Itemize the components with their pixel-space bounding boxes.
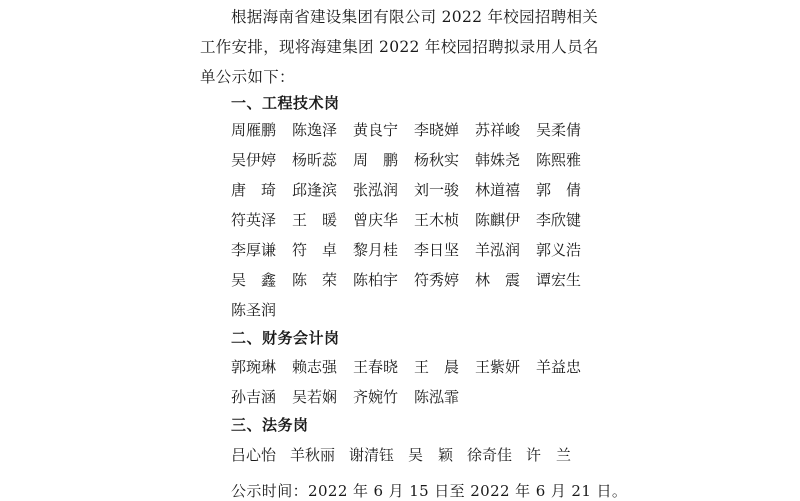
name-cell: 羊秋丽	[290, 446, 336, 464]
name-cell: 吴 鑫	[231, 271, 277, 289]
name-cell: 韩姝尧	[475, 151, 521, 169]
name-cell: 周雁鹏	[231, 121, 277, 139]
name-cell: 王紫妍	[475, 358, 521, 376]
intro-paragraph: 根据海南省建设集团有限公司 2022 年校园招聘相关工作安排，现将海建集团 2022 年校园招聘拟录用人员名单公示如下：	[200, 8, 599, 86]
name-cell: 谢清钰	[349, 446, 395, 464]
name-cell: 李日坚	[414, 241, 460, 259]
section-heading: 三、法务岗	[231, 416, 309, 434]
name-cell: 孙吉涵	[231, 388, 277, 406]
name-cell: 黄良宁	[353, 121, 399, 139]
name-cell: 陈 荣	[292, 271, 338, 289]
name-cell: 郭义浩	[536, 241, 582, 259]
name-cell: 羊泓润	[475, 241, 521, 259]
name-cell: 谭宏生	[536, 271, 582, 289]
name-cell: 赖志强	[292, 358, 338, 376]
name-cell: 许 兰	[526, 446, 572, 464]
name-cell: 符秀婷	[414, 271, 460, 289]
name-cell: 王春晓	[353, 358, 399, 376]
name-cell: 陈泓霏	[414, 388, 460, 406]
name-cell: 周 鹏	[353, 151, 399, 169]
name-cell: 符 卓	[292, 241, 338, 259]
name-cell: 吴 颖	[408, 446, 454, 464]
name-cell: 陈圣润	[231, 301, 277, 319]
name-cell: 李欣键	[536, 211, 582, 229]
name-cell: 陈麒伊	[475, 211, 521, 229]
name-cell: 吴伊婷	[231, 151, 277, 169]
name-cell: 李厚谦	[231, 241, 277, 259]
name-cell: 吴若娴	[292, 388, 338, 406]
name-cell: 林 震	[475, 271, 521, 289]
name-cell: 吴柔倩	[536, 121, 582, 139]
name-cell: 符英泽	[231, 211, 277, 229]
name-cell: 王 晨	[414, 358, 460, 376]
name-cell: 郭琬琳	[231, 358, 277, 376]
name-cell: 李晓婵	[414, 121, 460, 139]
name-cell: 林道禧	[475, 181, 521, 199]
name-cell: 陈柏宇	[353, 271, 399, 289]
name-cell: 王 暖	[292, 211, 338, 229]
name-cell: 王木桢	[414, 211, 460, 229]
name-cell: 陈熙雅	[536, 151, 582, 169]
name-cell: 陈逸泽	[292, 121, 338, 139]
publicity-period: 公示时间：2022 年 6 月 15 日至 2022 年 6 月 21 日。	[231, 482, 628, 500]
section-heading: 二、财务会计岗	[231, 329, 340, 347]
name-cell: 邱逢滨	[292, 181, 338, 199]
name-cell: 羊益忠	[536, 358, 582, 376]
name-cell: 杨秋实	[414, 151, 460, 169]
name-cell: 吕心怡	[231, 446, 277, 464]
name-cell: 徐奇佳	[467, 446, 513, 464]
section-heading: 一、工程技术岗	[231, 94, 340, 112]
name-cell: 黎月桂	[353, 241, 399, 259]
name-cell: 苏祥峻	[475, 121, 521, 139]
name-cell: 郭 倩	[536, 181, 582, 199]
name-cell: 曾庆华	[353, 211, 399, 229]
name-cell: 张泓润	[353, 181, 399, 199]
name-cell: 唐 琦	[231, 181, 277, 199]
name-cell: 杨昕蕊	[292, 151, 338, 169]
name-cell: 齐婉竹	[353, 388, 399, 406]
name-cell: 刘一骏	[414, 181, 460, 199]
